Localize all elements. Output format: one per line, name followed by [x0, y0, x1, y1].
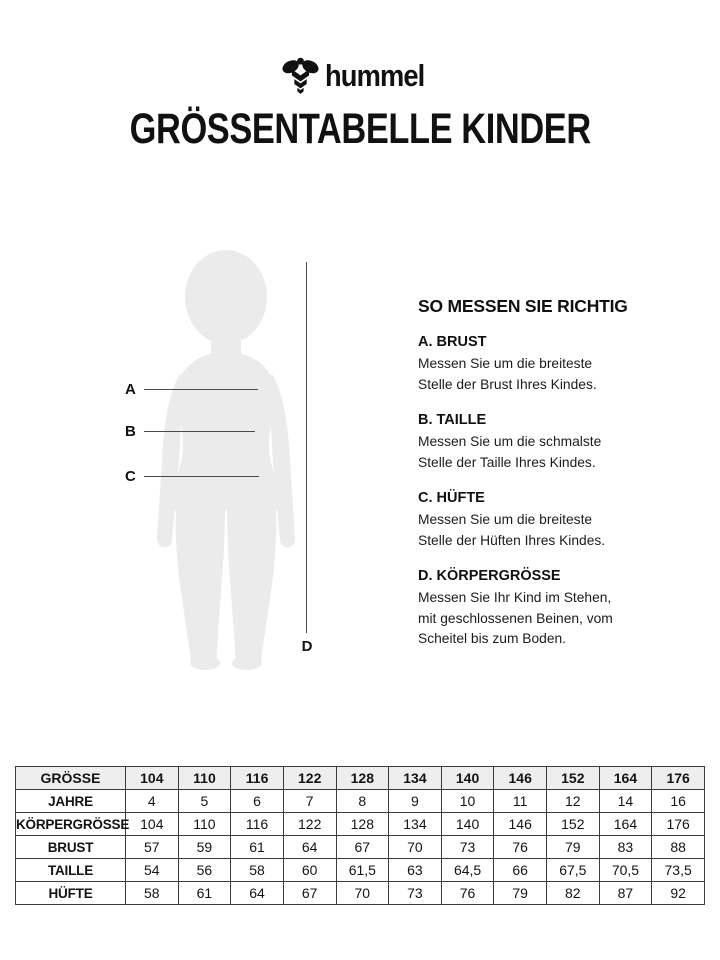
size-column-header: 104 [126, 767, 179, 790]
table-cell: 61 [178, 882, 231, 905]
size-table [15, 766, 705, 905]
table-cell: 11 [494, 790, 547, 813]
instruction-text: Messen Sie um die breiteste Stelle der Hüften Ihres Kindes. [418, 512, 606, 548]
table-row [16, 859, 705, 882]
table-cell: 70 [336, 882, 389, 905]
row-label: JAHRE [16, 790, 126, 813]
instruction-item-chest [418, 334, 630, 395]
row-label: TAILLE [16, 859, 126, 882]
measure-line-hip [125, 469, 259, 484]
instruction-label: D. KÖRPERGRÖSSE [418, 568, 561, 584]
page-title: GRÖSSENTABELLE KINDER [129, 105, 591, 153]
size-column-header: 140 [441, 767, 494, 790]
instruction-label: B. TAILLE [418, 412, 487, 428]
table-cell: 152 [547, 813, 600, 836]
brand-logo [0, 56, 720, 96]
table-cell: 58 [231, 859, 284, 882]
table-cell: 128 [336, 813, 389, 836]
table-cell: 70 [389, 836, 442, 859]
table-row [16, 836, 705, 859]
instruction-text: Messen Sie um die breiteste Stelle der Brust Ihres Kindes. [418, 356, 597, 392]
table-cell: 82 [547, 882, 600, 905]
table-cell: 61,5 [336, 859, 389, 882]
table-cell: 92 [652, 882, 705, 905]
table-cell: 6 [231, 790, 284, 813]
table-cell: 64,5 [441, 859, 494, 882]
table-row [16, 790, 705, 813]
table-cell: 73 [441, 836, 494, 859]
table-cell: 164 [599, 813, 652, 836]
measure-line-chest [125, 382, 258, 397]
table-row [16, 813, 705, 836]
instruction-item-height [418, 568, 630, 650]
size-table-body [16, 790, 705, 905]
table-cell: 67 [283, 882, 336, 905]
table-cell: 59 [178, 836, 231, 859]
table-cell: 67 [336, 836, 389, 859]
brand-wordmark: hummel [325, 58, 425, 93]
hummel-bee-icon [282, 56, 319, 96]
table-cell: 140 [441, 813, 494, 836]
instruction-item-hip [418, 490, 630, 551]
table-cell: 64 [283, 836, 336, 859]
measure-line-waist [125, 424, 255, 439]
table-cell: 10 [441, 790, 494, 813]
measuring-instructions [418, 296, 630, 650]
instructions-heading: SO MESSEN SIE RICHTIG [418, 296, 628, 316]
table-cell: 56 [178, 859, 231, 882]
table-cell: 5 [178, 790, 231, 813]
size-column-header: 110 [178, 767, 231, 790]
child-silhouette [148, 250, 304, 672]
hip-line [144, 476, 259, 477]
table-cell: 146 [494, 813, 547, 836]
table-cell: 70,5 [599, 859, 652, 882]
table-cell: 16 [652, 790, 705, 813]
marker-label-a: A [125, 381, 136, 398]
size-header-label: GRÖSSE [16, 767, 126, 790]
size-column-header: 164 [599, 767, 652, 790]
marker-label-c: C [125, 468, 136, 485]
row-label: HÜFTE [16, 882, 126, 905]
table-cell: 8 [336, 790, 389, 813]
waist-line [144, 431, 255, 432]
table-cell: 54 [126, 859, 179, 882]
table-cell: 134 [389, 813, 442, 836]
instruction-text: Messen Sie um die schmalste Stelle der Taille Ihres Kindes. [418, 434, 602, 470]
size-column-header: 122 [283, 767, 336, 790]
instruction-text: Messen Sie Ihr Kind im Stehen, mit geschlossenen Beinen, vom Scheitel bis zum Boden. [418, 590, 613, 646]
instruction-item-waist [418, 412, 630, 473]
table-cell: 176 [652, 813, 705, 836]
marker-label-b: B [125, 423, 136, 440]
table-cell: 122 [283, 813, 336, 836]
table-cell: 76 [441, 882, 494, 905]
table-cell: 14 [599, 790, 652, 813]
table-cell: 87 [599, 882, 652, 905]
table-cell: 83 [599, 836, 652, 859]
table-cell: 76 [494, 836, 547, 859]
size-column-header: 116 [231, 767, 284, 790]
table-header-row [16, 767, 705, 790]
size-column-header: 176 [652, 767, 705, 790]
table-cell: 57 [126, 836, 179, 859]
table-cell: 73,5 [652, 859, 705, 882]
size-column-header: 134 [389, 767, 442, 790]
table-cell: 12 [547, 790, 600, 813]
table-cell: 110 [178, 813, 231, 836]
table-cell: 116 [231, 813, 284, 836]
chest-line [144, 389, 258, 390]
table-cell: 79 [547, 836, 600, 859]
table-row [16, 882, 705, 905]
size-column-header: 146 [494, 767, 547, 790]
table-cell: 104 [126, 813, 179, 836]
table-cell: 67,5 [547, 859, 600, 882]
size-column-header: 128 [336, 767, 389, 790]
size-table-head [16, 767, 705, 790]
table-cell: 64 [231, 882, 284, 905]
table-cell: 60 [283, 859, 336, 882]
row-label: BRUST [16, 836, 126, 859]
row-label: KÖRPERGRÖSSE [16, 813, 126, 836]
table-cell: 79 [494, 882, 547, 905]
size-column-header: 152 [547, 767, 600, 790]
table-cell: 73 [389, 882, 442, 905]
table-cell: 4 [126, 790, 179, 813]
table-cell: 58 [126, 882, 179, 905]
instruction-label: A. BRUST [418, 334, 487, 350]
instruction-label: C. HÜFTE [418, 490, 485, 506]
marker-label-d: D [301, 638, 313, 655]
table-cell: 88 [652, 836, 705, 859]
height-line [306, 262, 307, 633]
table-cell: 66 [494, 859, 547, 882]
table-cell: 9 [389, 790, 442, 813]
table-cell: 7 [283, 790, 336, 813]
table-cell: 63 [389, 859, 442, 882]
table-cell: 61 [231, 836, 284, 859]
